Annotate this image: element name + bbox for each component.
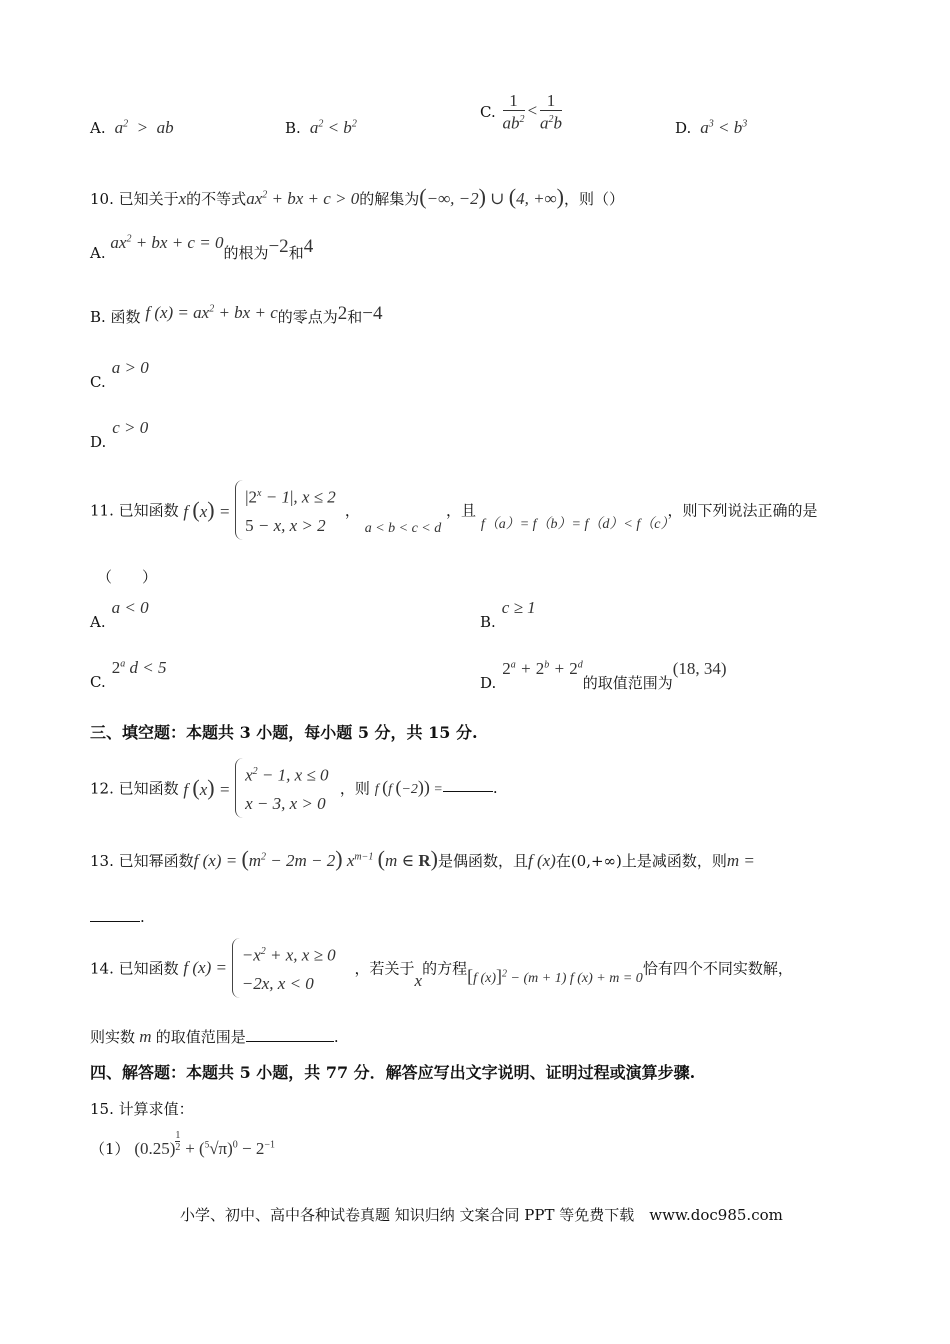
piecewise: $-x^2 + x$, x ≥ 0 −2x, x < 0 — [232, 938, 350, 998]
q11-option-d[interactable]: $D.2^a + 2^b + 2^d$的取值范围为(18, 34) — [480, 659, 727, 692]
q13-line2: . — [90, 908, 145, 926]
q11-stem: 11. 已知函数 f (x) = $|2^x - 1|$, x ≤ 2 5 − x, x > 2 ， a < b < c < d ，且 f（a）= f（b）= f（d）< f（c），则下列说法正确的是 — [90, 480, 817, 540]
q11-option-a[interactable]: A.a < 0 — [90, 598, 149, 631]
q12-stem: 12. 已知函数 f (x) = $x^2 - 1$, x ≤ 0 x − 3, x > 0 ，则 f (f (−2)) = . — [90, 758, 498, 818]
piecewise: $x^2 - 1$, x ≤ 0 x − 3, x > 0 — [235, 758, 335, 818]
q15-stem: 15. 计算求值： — [90, 1100, 194, 1118]
q11-option-b[interactable]: B.c ≥ 1 — [480, 598, 536, 631]
section-4-title: 四、解答题：本题共 5 小题，共 77 分．解答应写出文字说明、证明过程或演算步骤. — [90, 1063, 696, 1082]
q10-option-b[interactable]: B. 函数 f $(x) = ax^2$ + bx + c的零点为2和−4 — [90, 303, 383, 326]
math: $\frac{1}{ab^2}$ < $\frac{1}{a^2b}$ — [502, 91, 562, 133]
q10-option-a[interactable]: A. $ax^2$ + bx + c = 0的根为−2和4 — [90, 233, 314, 262]
footer-text: 小学、初中、高中各种试卷真题 知识归纳 文案合同 PPT 等免费下载 www.doc985.com — [180, 1206, 783, 1224]
math: $a^2$ > ab — [110, 118, 174, 137]
q13-stem: 13. 已知幂函数f $(x) = (m^2 - 2m - 2)$ $x^{m-1}$ (m ∈ R)是偶函数，且f (x)在(0,+∞)上是减函数，则m = — [90, 846, 755, 871]
q10-option-c[interactable]: C.a > 0 — [90, 358, 149, 391]
answer-blank[interactable] — [443, 779, 493, 792]
answer-blank[interactable] — [246, 1029, 334, 1042]
q9-option-d[interactable]: D. $a^3 < b^3$ — [675, 118, 748, 137]
section-3-title: 三、填空题：本题共 3 小题，每小题 5 分，共 15 分. — [90, 723, 478, 742]
q9-option-a[interactable]: A. $a^2$ > ab — [90, 118, 174, 137]
q15-part-1: （1） (0.25) $\frac{1}{2}$ + $(^5√\pi)^0 - 2^{-1}$ — [90, 1130, 275, 1158]
q9-option-c[interactable]: C. $\frac{1}{ab^2}$ < $\frac{1}{a^2b}$ — [480, 91, 562, 133]
q10-option-d[interactable]: D.c > 0 — [90, 418, 149, 451]
q11-option-c[interactable]: C.2$^a$ d < 5 — [90, 658, 167, 691]
math: $a^3 < b^3$ — [696, 118, 748, 137]
q10-stem: 10. 已知关于x的不等式$ax^2$ + bx + c > 0的解集为(−∞, −2) ∪ (4, +∞)，则（） — [90, 184, 624, 209]
q11-paren: （ ） — [97, 568, 158, 586]
q14-line2: 则实数 m 的取值范围是 . — [90, 1027, 339, 1046]
q14-stem: 14. 已知函数 f (x) = $-x^2 + x$, x ≥ 0 −2x, x < 0 ，若关于x的方程[f (x)]$^2$ − (m + 1) f (x) + m = 0恰有四个不同实数解， — [90, 938, 793, 998]
answer-blank[interactable] — [90, 909, 140, 922]
piecewise: $|2^x - 1|$, x ≤ 2 5 − x, x > 2 — [235, 480, 340, 540]
q9-option-b[interactable]: B. $a^2 < b^2$ — [285, 118, 357, 137]
math: $a^2 < b^2$ — [305, 118, 357, 137]
